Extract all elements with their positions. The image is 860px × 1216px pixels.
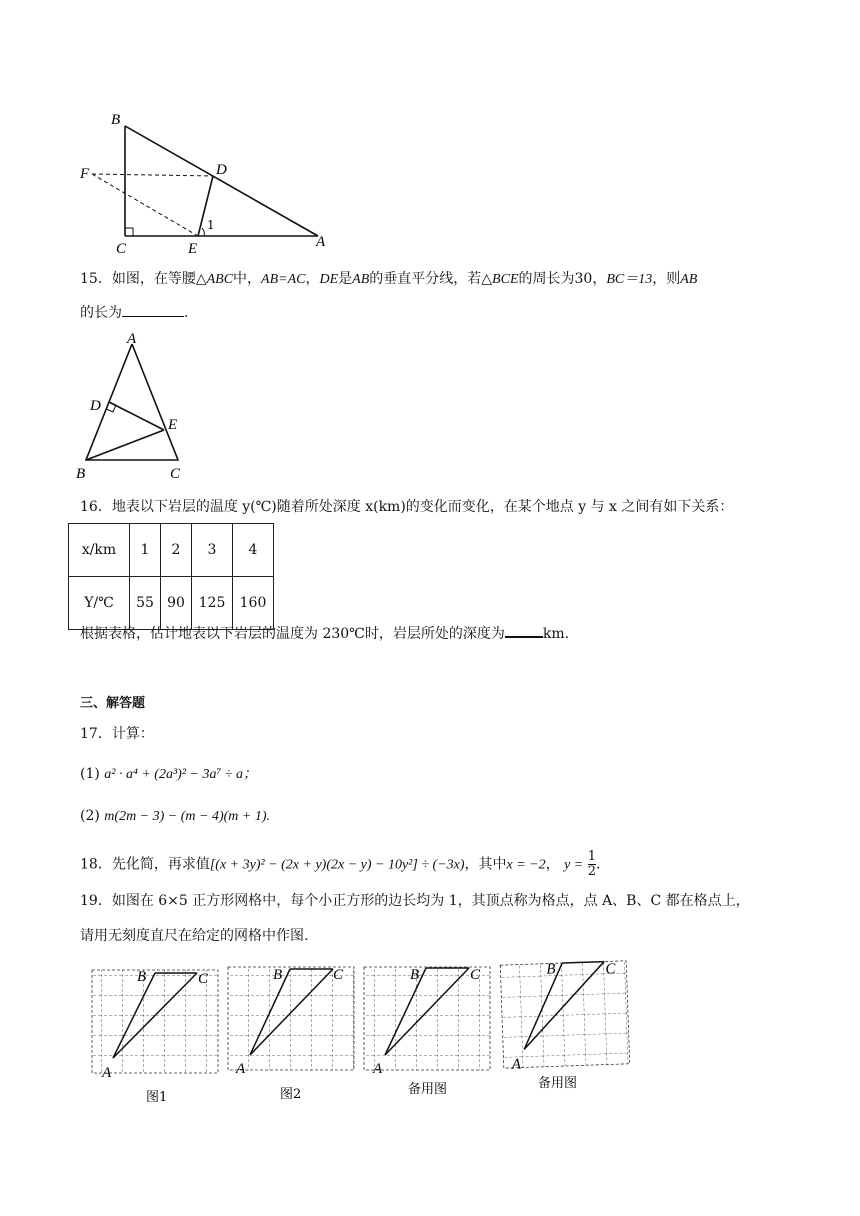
table-cell: Y/℃ [69, 577, 130, 630]
q15-period: . [184, 305, 189, 321]
label-a: A [316, 234, 326, 250]
x-value: x = −2 [506, 857, 546, 873]
answer-blank [505, 622, 543, 638]
label-a: A [127, 331, 137, 347]
q15-text-4: 的垂直平分线，若 [369, 271, 482, 287]
point-label: A [511, 1056, 522, 1073]
denominator: 2 [587, 864, 596, 879]
grid-fig2 [228, 967, 354, 1077]
part-label: (1) [80, 766, 100, 782]
q15-eq: AB=AC [261, 272, 306, 287]
table-cell: 3 [192, 524, 233, 577]
table-cell: 90 [161, 577, 192, 630]
label-e: E [168, 417, 178, 433]
math-expression: [(x + 3y)² − (2x + y)(2x − y) − 10y²] ÷ (−3x) [209, 857, 465, 873]
grid-fig4 [500, 959, 630, 1073]
table-cell: 1 [130, 524, 161, 577]
q15-text-5: 的周长为30， [518, 271, 607, 287]
q15-ab-2: AB [680, 272, 698, 287]
q15-text-2: 中， [233, 271, 262, 287]
label-c: C [116, 241, 127, 257]
q19-line1: 19．如图在 6×5 正方形网格中，每个小正方形的边长均为 1，其顶点称为格点，点 A、B、C 都在格点上， [80, 893, 750, 909]
answer-blank [122, 302, 184, 317]
point-label: A [373, 1061, 383, 1077]
q19-line2: 请用无刻度直尺在给定的网格中作图. [80, 928, 309, 944]
label-b: B [76, 466, 86, 482]
math-expression: m(2m − 3) − (m − 4)(m + 1). [104, 809, 270, 824]
section-heading: 三、解答题 [80, 696, 146, 711]
q15-ab: AB [352, 272, 370, 287]
q15-text-3: 是 [338, 271, 353, 287]
point-label: B [410, 967, 420, 983]
q15-bce: △BCE [481, 272, 519, 287]
grid-fig1 [92, 969, 218, 1081]
point-label: A [236, 1061, 246, 1077]
table-cell: 125 [192, 577, 233, 630]
table-cell: x/km [69, 524, 130, 577]
point-label: A [102, 1065, 112, 1081]
q18-text-2: ，其中 [464, 856, 507, 873]
figure-q14 [78, 108, 348, 258]
q15-text-6: ，则 [652, 271, 681, 287]
caption-fig2: 图2 [280, 1087, 302, 1102]
table-cell: 160 [233, 577, 274, 630]
label-e: E [188, 241, 198, 257]
q18-period: . [595, 856, 601, 873]
caption-spare-2: 备用图 [538, 1076, 578, 1091]
part-label: (2) [80, 808, 100, 824]
q15-line2 [80, 302, 188, 323]
q17-title: 17．计算： [80, 726, 154, 742]
q15-line1 [80, 269, 697, 290]
q15-text: 15．如图，在等腰 [80, 271, 196, 287]
label-d: D [216, 162, 227, 178]
label-c: C [170, 466, 181, 482]
q18-text: 18．先化简，再求值 [80, 856, 210, 873]
point-label: C [333, 967, 344, 983]
point-label: B [546, 961, 556, 978]
q16-follow [80, 622, 569, 644]
q16-text: 16．地表以下岩层的温度 y(℃)随着所处深度 x(km)的变化而变化，在某个地点 y 与 x 之间有如下关系： [80, 499, 734, 515]
q18-sep: ， [545, 856, 560, 873]
q15-comma: ， [305, 271, 320, 287]
label-f: F [80, 166, 90, 182]
numerator: 1 [587, 849, 596, 864]
table-cell: 4 [233, 524, 274, 577]
point-label: B [137, 969, 147, 985]
q15-triangle: △ABC [195, 272, 234, 287]
point-label: B [273, 967, 283, 983]
table-row [69, 524, 274, 577]
figure-q15 [72, 330, 192, 482]
table-cell: 55 [130, 577, 161, 630]
grid-figures [80, 955, 650, 1105]
label-b: B [111, 112, 121, 128]
q18-line [80, 850, 600, 879]
caption-fig1: 图1 [146, 1090, 168, 1105]
fraction [588, 850, 596, 879]
caption-spare-1: 备用图 [408, 1082, 448, 1097]
q16-follow-text: 根据表格，估计地表以下岩层的温度为 230℃时，岩层所处的深度为 [80, 626, 505, 642]
q17-part1 [80, 764, 257, 785]
figure-group [92, 126, 318, 236]
label-d: D [90, 398, 101, 414]
point-label: C [198, 971, 209, 987]
point-label: C [605, 961, 616, 978]
point-label: C [470, 967, 481, 983]
q17-part2 [80, 806, 270, 827]
y-equals: y = [564, 857, 584, 873]
angle-label: 1 [207, 218, 215, 232]
q15-de: DE [319, 272, 339, 287]
math-expression: a² · a⁴ + (2a³)² − 3a⁷ ÷ a； [104, 767, 258, 782]
q15-bc: BC＝13 [606, 272, 653, 287]
q16-unit: km. [542, 626, 570, 642]
table-cell: 2 [161, 524, 192, 577]
data-table [68, 523, 274, 630]
grid-fig3 [364, 967, 490, 1077]
q15-text-7: 的长为 [80, 305, 122, 321]
